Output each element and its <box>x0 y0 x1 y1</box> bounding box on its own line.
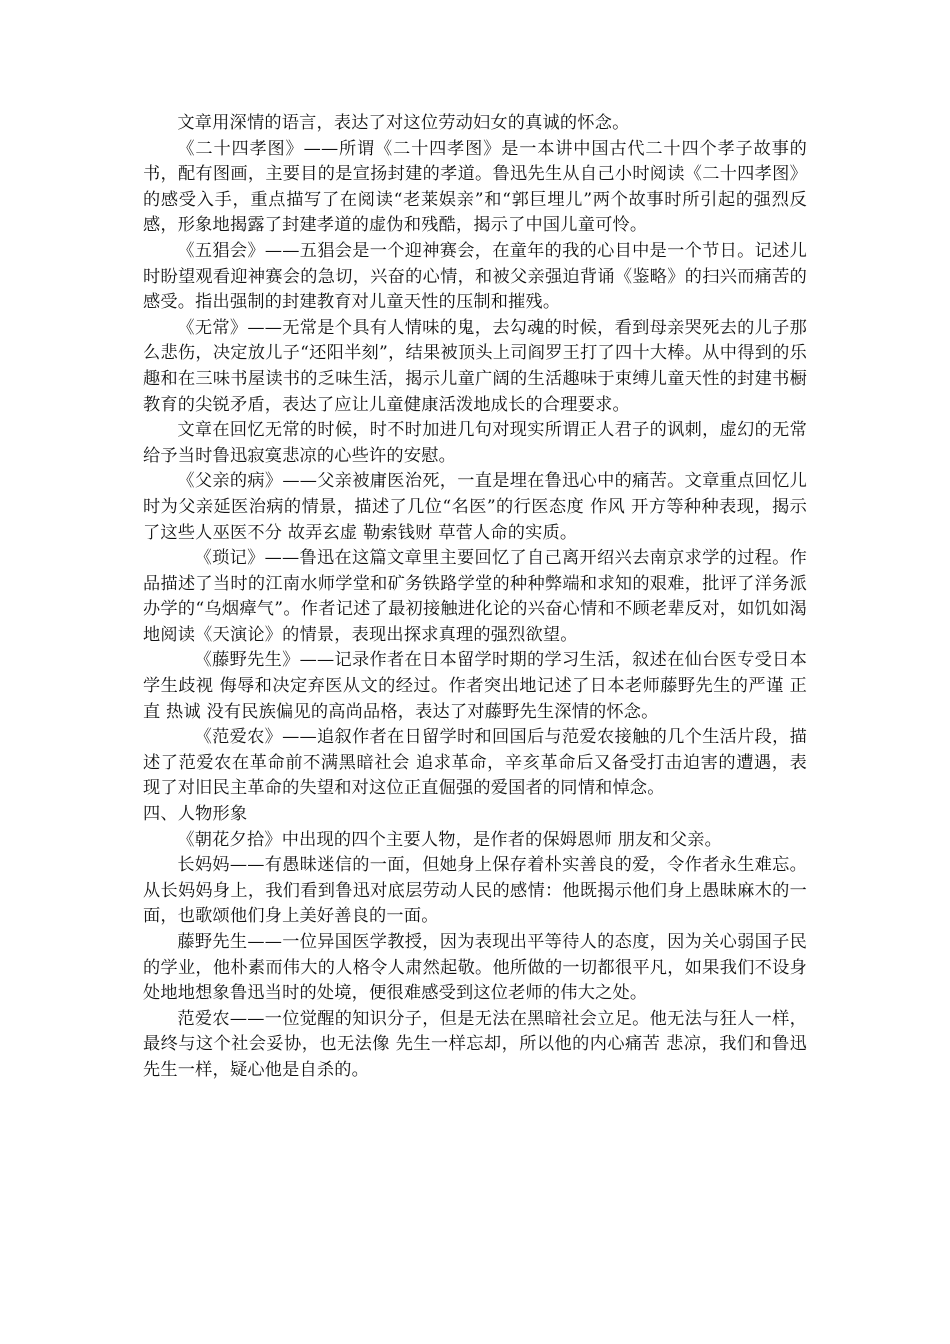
paragraph-fan-ainong-character: 范爱农——一位觉醒的知识分子，但是无法在黑暗社会立足。他无法与狂人一样，最终与这个社会妥协，也无法像 先生一样忘却，所以他的内心痛苦 悲凉，我们和鲁迅先生一样，疑心他是自杀的。 <box>143 1008 807 1080</box>
paragraph-conclusion-ahchang: 文章用深情的语言，表达了对这位劳动妇女的真诚的怀念。 <box>177 113 630 133</box>
paragraph-mr-fujino: 《藤野先生》——记录作者在日本留学时期的学习生活，叙述在仙台医专受日本学生歧视 侮辱和决定弃医从文的经过。作者突出地记述了日本老师藤野先生的严谨 正直 热诚 没有民族偏见的高尚品格，表达了对藤野先生深情的怀念。 <box>143 650 807 722</box>
paragraph-father-illness: 《父亲的病》——父亲被庸医治死，一直是埋在鲁迅心中的痛苦。文章重点回忆儿时为父亲延医治病的情景，描述了几位“名医”的行医态度 作风 开方等种种表现，揭示了这些人巫医不分 故弄玄虚 勒索钱财 草菅人命的实质。 <box>143 471 807 543</box>
paragraph-chang-mama: 长妈妈——有愚昧迷信的一面，但她身上保存着朴实善良的爱，令作者永生难忘。从长妈妈身上，我们看到鲁迅对底层劳动人民的感情：他既揭示他们身上愚昧麻木的一面，也歌颂他们身上美好善良的一面。 <box>143 855 807 927</box>
paragraph-wuchang-reflection: 文章在回忆无常的时候，时不时加进几句对现实所谓正人君子的讽刺，虚幻的无常给予当时鲁迅寂寞悲凉的心些许的安慰。 <box>143 420 807 466</box>
paragraph-characters-intro: 《朝花夕拾》中出现的四个主要人物，是作者的保姆恩师 朋友和父亲。 <box>177 829 723 850</box>
paragraph-trivial-records: 《琐记》——鲁迅在这篇文章里主要回忆了自己离开绍兴去南京求学的过程。作品描述了当时的江南水师学堂和矿务铁路学堂的种种弊端和求知的艰难，批评了洋务派办学的“乌烟瘴气”。作者记述了最初接触进化论的兴奋心情和不顾老辈反对，如饥如渴地阅读《天演论》的情景，表现出探求真理的强烈欲望。 <box>143 548 807 645</box>
paragraph-wuchang-festival: 《五猖会》——五猖会是一个迎神赛会，在童年的我的心目中是一个节日。记述儿时盼望观看迎神赛会的急切，兴奋的心情，和被父亲强迫背诵《鉴略》的扫兴而痛苦的感受。指出强制的封建教育对儿童天性的压制和摧残。 <box>143 240 807 313</box>
section-heading: 四、人物形象 <box>143 804 248 825</box>
paragraph-twenty-four-filial: 《二十四孝图》——所谓《二十四孝图》是一本讲中国古代二十四个孝子故事的书，配有图画，主要目的是宣扬封建的孝道。鲁迅先生从自己小时阅读《二十四孝图》的感受入手，重点描写了在阅读“老莱娱亲”和“郭巨埋儿”两个故事时所引起的强烈反感，形象地揭露了封建孝道的虚伪和残酷，揭示了中国儿童可怜。 <box>143 138 807 236</box>
paragraph-fan-ainong: 《范爱农》——追叙作者在日留学时和回国后与范爱农接触的几个生活片段，描述了范爱农在革命前不满黑暗社会 追求革命，辛亥革命后又备受打击迫害的遭遇，表现了对旧民主革命的失望和对这位正直倔强的爱国者的同情和悼念。 <box>143 727 807 799</box>
document-page <box>143 111 807 1084</box>
paragraph-fujino-character: 藤野先生——一位异国医学教授，因为表现出平等待人的态度，因为关心弱国子民的学业，他朴素而伟大的人格令人肃然起敬。他所做的一切都很平凡，如果我们不设身处地地想象鲁迅当时的处境，便很难感受到这位老师的伟大之处。 <box>143 932 807 1004</box>
paragraph-wuchang-ghost: 《无常》——无常是个具有人情味的鬼，去勾魂的时候，看到母亲哭死去的儿子那么悲伤，决定放儿子“还阳半刻”，结果被顶头上司阎罗王打了四十大棒。从中得到的乐趣和在三味书屋读书的乏味生活，揭示儿童广阔的生活趣味于束缚儿童天性的封建书橱教育的尖锐矛盾，表达了应让儿童健康活泼地成长的合理要求。 <box>143 317 807 415</box>
